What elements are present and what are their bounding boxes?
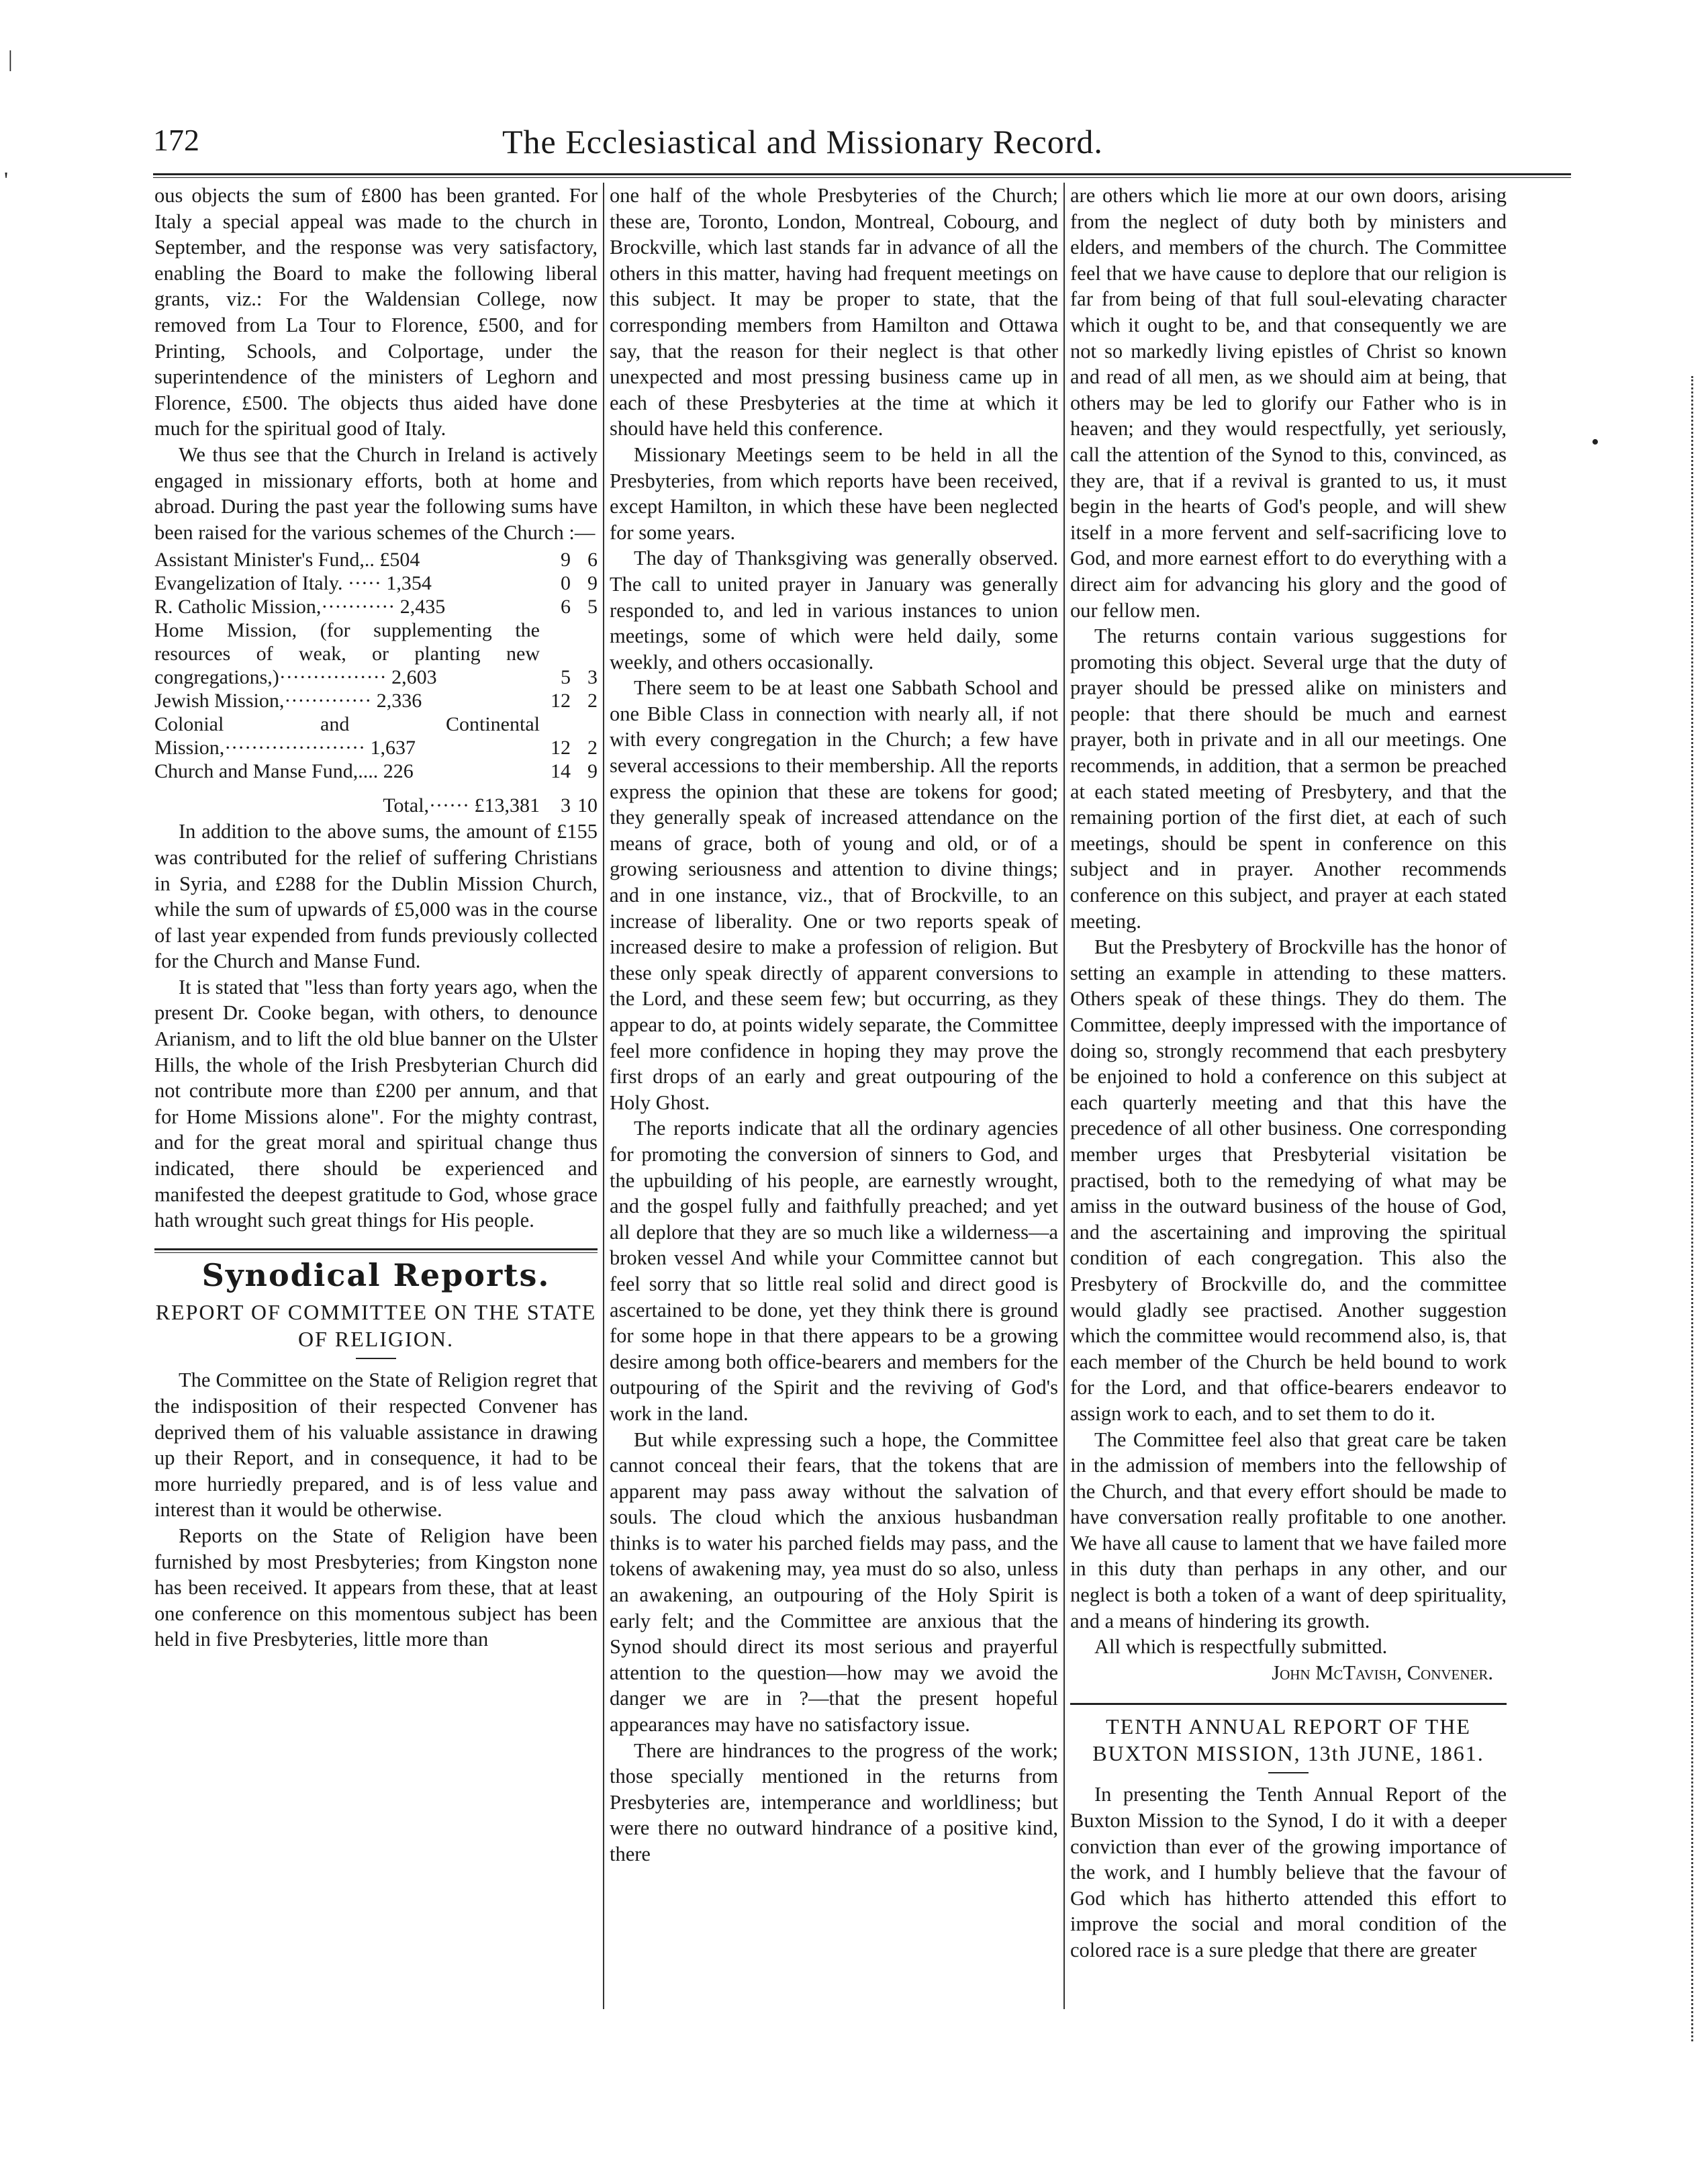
column-divider [603,183,604,2009]
total-row [154,783,598,817]
report-heading: TENTH ANNUAL REPORT OF THE BUXTON MISSION, 13th JUNE, 1861. [1092,1714,1484,1766]
fund-shillings: 12 [551,737,571,759]
running-title: The Ecclesiastical and Missionary Record. [502,123,1103,160]
report-heading: REPORT OF COMMITTEE ON THE STATE OF RELIGION. [155,1300,597,1352]
paragraph: ous objects the sum of £800 has been granted. For Italy a special appeal was made to the church in September, and the response was very satisfactory, enabling the Board to make the following liberal grants, viz.: For the Waldensian College, now removed from La Tour to Florence, £500, and for Printing, Schools, and Colportage, under the superintendence of the ministers of Leghorn and Florence, £500. The objects thus aided have done much for the spiritual good of Italy. [154,184,598,441]
total-shillings: 3 [561,794,571,817]
paragraph: In addition to the above sums, the amount of £155 was contributed for the relief of suffering Christians in Syria, and £288 for the Dublin Mission Church, while the sum of upwards of £5,000 was in the course of last year expended from funds previously collected for the Church and Manse Fund. [154,820,598,973]
fund-shillings: 6 [561,596,571,618]
table-row [154,618,598,689]
page-header [153,122,1571,169]
paragraph: Reports on the State of Religion have been furnished by most Presbyteries; from Kingston none has been received. It appears from these, that at least one conference on this momentous subject has been held in five Presbyteries, little more than [154,1524,598,1651]
paragraph: one half of the whole Presbyteries of the Church; these are, Toronto, London, Montreal, Cobourg, and Brockville, which last stands far in advance of all the others in this matter, having had frequent meetings on this subject. It may be proper to state, that the corresponding members from Hamilton and Ottawa say, that the reason for their neglect is that other unexpected and most pressing business came up in each of these Presbyteries at the time at which it should have held this conference. [610,184,1058,441]
column-middle [610,183,1058,1867]
paragraph: The Committee feel also that great care be taken in the admission of members into the fellowship of the Church, and that every effort should be made to have conversation really profitable to one another. We have all cause to lament that we have failed more in this duty than perhaps in any other, and our neglect is both a token of a want of deep spirituality, and a means of hindering its growth. [1070,1428,1507,1632]
table-row [154,712,598,759]
column-right [1070,183,1507,1963]
section-heading: Synodical Reports. [201,1256,551,1293]
scan-mark: ' [4,168,9,193]
page-number: 172 [153,123,199,157]
fund-name: Church and Manse Fund,.... 226 [154,760,414,783]
fund-name: Home Mission, (for supplementing the resources of weak, or planting new congregations,)················ 2,603 [154,619,540,689]
fund-pence: 2 [587,737,598,759]
fund-pence: 5 [587,596,598,618]
total-label: Total,······ £13,381 [383,794,540,817]
paragraph: The day of Thanksgiving was generally observed. The call to united prayer in January was generally responded to, and led in various instances to union meetings, some of which were held daily, some weekly, and others occasionally. [610,547,1058,674]
paragraph: In presenting the Tenth Annual Report of the Buxton Mission to the Synod, I do it with a deeper conviction than ever of the growing importance of the work, and I humbly believe that the favour of God which has hitherto attended this effort to improve the social and moral condition of the colored race is a sure pledge that there are greater [1070,1783,1507,1961]
fund-pence: 3 [587,666,598,689]
paragraph: The reports indicate that all the ordinary agencies for promoting the conversion of sinners to God, and the upbuilding of his people, are earnestly wrought, and the gospel fully and faithfully preached; and yet all deplore that they are so much like a wilderness—a broken vessel And while your Committee cannot but feel sorry that so little real solid and direct good is ascertained to be done, yet they think there is ground for some hope in that there appears to be a growing desire among both office-bearers and members for the outpouring of the Spirit and the reviving of God's work in the land. [610,1117,1058,1425]
paragraph: The Committee on the State of Religion regret that the indisposition of their respected Convener has deprived them of his valuable assistance in drawing up their Report, and in consequence, it had to be more hurriedly prepared, and is of less value and interest than it would be otherwise. [154,1369,598,1522]
paragraph: are others which lie more at our own doors, arising from the neglect of duty both by ministers and elders, and members of the church. The Committee feel that we have cause to deplore that our religion is far from being of that full soul-elevating character which it ought to be, and that consequently we are not so markedly living epistles of Christ so known and read of all men, as we should aim at being, that others may be led to glorify our Father who is in heaven; and they would respectfully, yet seriously, call the attention of the Synod to this, convinced, as they are, that if a revival is granted to us, it must begin in the hearts of God's people, and will shew itself in a more fervent and self-sacrificing love to God, and more earnest effort to do everything with a direct aim for advancing his glory and the good of our fellow men. [1070,184,1507,622]
fund-pence: 9 [587,760,598,783]
section-rule [154,1248,598,1253]
table-row [154,595,598,618]
funds-table [154,548,598,817]
section-rule [1070,1703,1507,1705]
signature: John McTavish, Convener. [1272,1661,1493,1684]
heading-rule [356,1358,396,1359]
table-row [154,571,598,595]
fund-name: Jewish Mission,············· 2,336 [154,690,422,712]
paragraph: But the Presbytery of Brockville has the honor of setting an example in attending to these matters. Others speak of these things. They do them. The Committee, deeply impressed with the importance of doing so, strongly recommend that each presbytery be enjoined to hold a conference on this subject at each quarterly meeting and that this have the precedence of all other business. One corresponding member urges that Presbyterial visitation be practised, both to the remedying of what may be amiss in the outward business of the house of God, and the ascertaining and improving the spiritual condition of each congregation. This also the Presbytery of Brockville do, and the committee would gladly see practised. Another suggestion which the committee would recommend also, is, that each member of the Church be held bound to work for the Lord, and that office-bearers endeavor to assign work to each, and to set them to do it. [1070,935,1507,1425]
fund-name: R. Catholic Mission,··········· 2,435 [154,596,446,618]
fund-pence: 6 [587,549,598,571]
paragraph: The returns contain various suggestions for promoting this object. Several urge that the duty of prayer should be pressed alike on ministers and people: that there should be much and earnest prayer, both in private and in all our meetings. One recommends, in addition, that a sermon be preached at each stated meeting of Presbytery, and that the remaining portion of the first diet, at each of such meetings, should be spent in conference on this subject and in prayer. Another recommends conference on this subject, and prayer at each stated meeting. [1070,624,1507,933]
table-row [154,759,598,783]
column-divider [1063,183,1065,2009]
fund-name: Colonial and Continental Mission,····················· 1,637 [154,713,540,759]
column-left [154,183,598,1653]
header-rule [153,173,1571,178]
paragraph: We thus see that the Church in Ireland is actively engaged in missionary efforts, both at home and abroad. During the past year the following sums have been raised for the various schemes of the Church :— [154,443,598,544]
heading-rule [1268,1772,1309,1773]
fund-shillings: 14 [551,760,571,783]
scan-edge [1691,376,1696,2041]
paragraph: But while expressing such a hope, the Committee cannot conceal their fears, that the tokens that are apparent may pass away without the salvation of souls. The cloud which the anxious husbandman thinks is to water his parched fields may pass, and the tokens of awakening may, yea must do so also, unless an awakening, an outpouring of the Holy Spirit is early felt; and the Committee are anxious that the Synod should direct its most serious and prayerful attention to the question—how may we avoid the danger we are in ?—that the present hopeful appearances may have no satisfactory issue. [610,1428,1058,1736]
fund-shillings: 5 [561,666,571,689]
paragraph: It is stated that "less than forty years ago, when the present Dr. Cooke began, with others, to denounce Arianism, and to lift the old blue banner on the Ulster Hills, the whole of the Irish Presbyterian Church did not contribute more than £200 per annum, and that for Home Missions alone". For the mighty contrast, and for the great moral and spiritual change thus indicated, there should be experienced and manifested the deepest gratitude to God, whose grace hath wrought such great things for His people. [154,975,598,1232]
scan-mark: | [8,47,13,72]
scan-mark: • [1591,430,1599,455]
paragraph: There seem to be at least one Sabbath School and one Bible Class in connection with nearly all, if not with every congregation in the Church; a few have several accessions to their membership. All the reports express the opinion that these are tokens for good; they generally speak of increased attendance on the means of grace, both of young and old, or of a growing seriousness and attention to divine things; and in one instance, viz., that of Brockville, to an increase of liberality. One or two reports speak of increased desire to make a profession of religion. But these only speak directly of apparent conversions to the Lord, and these seem few; but occurring, as they appear to do, at points widely separate, the Committee feel more confidence in hoping they may prove the first drops of an early and great outpouring of the Holy Ghost. [610,676,1058,1114]
fund-pence: 2 [587,690,598,712]
fund-pence: 9 [587,572,598,595]
fund-shillings: 0 [561,572,571,595]
fund-name: Evangelization of Italy. ····· 1,354 [154,572,432,595]
table-row [154,689,598,712]
fund-shillings: 9 [561,549,571,571]
total-pence: 10 [577,794,598,817]
paragraph: All which is respectfully submitted. [1094,1635,1388,1659]
table-row [154,548,598,571]
fund-name: Assistant Minister's Fund,.. £504 [154,549,420,571]
fund-shillings: 12 [551,690,571,712]
paragraph: Missionary Meetings seem to be held in all the Presbyteries, from which reports have been received, except Hamilton, in which these have been neglected for some years. [610,443,1058,544]
paragraph: There are hindrances to the progress of the work; those specially mentioned in the returns from Presbyteries are, intemperance and worldliness; but were there no outward hindrance of a positive kind, there [610,1739,1058,1865]
